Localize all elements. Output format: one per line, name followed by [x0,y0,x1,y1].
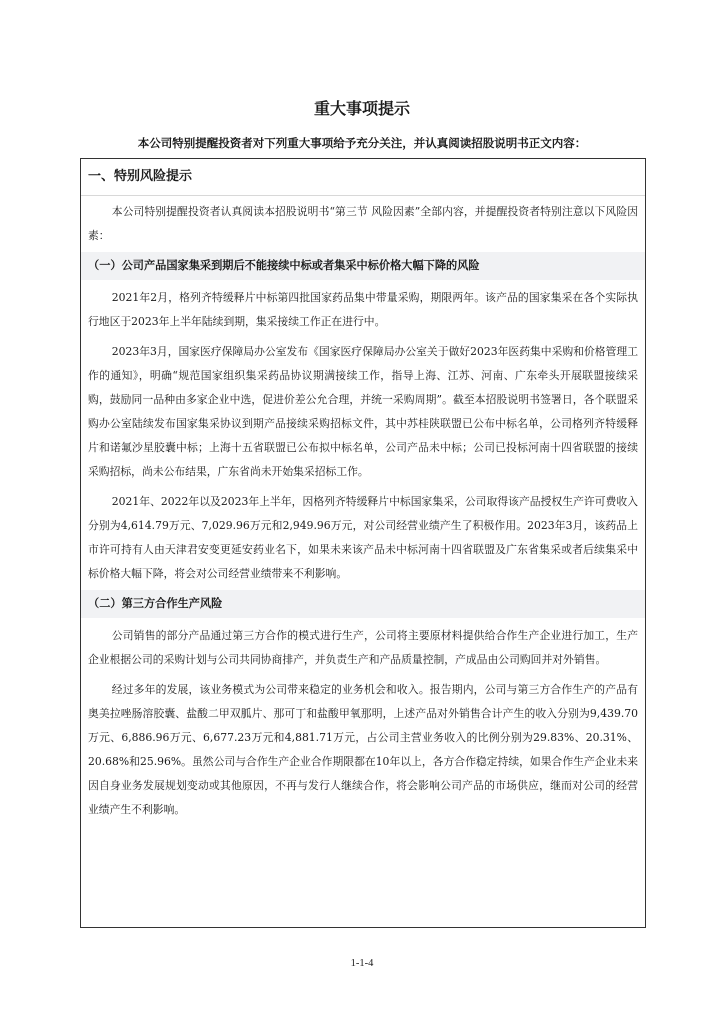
page-title: 重大事项提示 [313,99,410,118]
subsection-1-paragraph-3: 2021年、2022年以及2023年上半年，因格列齐特缓释片中标国家集采，公司取得该产品授权生产许可费收入分别为4,614.79万元、7,029.96万元和2,949.96万元，对公司经营业绩产生了积极作用。2023年3月，该药品上市许可持有人由天津君安变更延安药业名下，如果未来该产品未中标河南十四省联盟及广东省集采或者后续集采中标价格大幅下降，将会对公司经营业绩带来不利影响。 [88,495,638,580]
section-content [81,196,645,822]
risk-section-box [80,158,646,928]
subsection-2-paragraph-1: 公司销售的部分产品通过第三方合作的模式进行生产，公司将主要原材料提供给合作生产企业进行加工，生产企业根据公司的采购计划与公司共同协商排产，并负责生产和产品质量控制，产成品由公司购回并对外销售。 [88,629,638,666]
subsection-1-title: （一）公司产品国家集采到期后不能接续中标或者集采中标价格大幅下降的风险 [81,252,645,280]
subsection-1-paragraph-2: 2023年3月，国家医疗保障局办公室发布《国家医疗保障局办公室关于做好2023年医药集中采购和价格管理工作的通知》，明确“规范国家组织集采药品协议期满接续工作，指导上海、江苏、河南、广东牵头开展联盟接续采购，鼓励同一品种由多家企业中选，促进价差公允合理，并统一采购周期”。截至本招股说明书签署日，各个联盟采购办公室陆续发布国家集采协议到期产品接续采购招标文件，其中苏桂陕联盟已公布中标名单，公司格列齐特缓释片和诺氟沙星胶囊中标；上海十五省联盟已公布拟中标名单，公司产品未中标；公司已投标河南十四省联盟的接续采购招标，尚未公布结果，广东省尚未开始集采招标工作。 [88,345,638,478]
section-title: 一、特别风险提示 [81,159,645,196]
subsection-2-title: （二）第三方合作生产风险 [81,590,645,618]
subsection-1-paragraph-1: 2021年2月，格列齐特缓释片中标第四批国家药品集中带量采购，期限两年。该产品的国家集采在各个实际执行地区于2023年上半年陆续到期，集采接续工作正在进行中。 [88,291,638,328]
section-lead-paragraph: 本公司特别提醒投资者认真阅读本招股说明书“第三节 风险因素”全部内容，并提醒投资者特别注意以下风险因素： [88,205,638,242]
page-number: 1-1-4 [350,958,374,969]
subsection-2-paragraph-2: 经过多年的发展，该业务模式为公司带来稳定的业务机会和收入。报告期内，公司与第三方合作生产的产品有奥美拉唑肠溶胶囊、盐酸二甲双胍片、那可丁和盐酸甲氧那明，上述产品对外销售合计产生的收入分别为9,439.70万元、6,886.96万元、6,677.23万元和4,881.71万元，占公司主营业务收入的比例分别为29.83%、20.31%、20.68%和25.96%。虽然公司与合作生产企业合作期限都在10年以上，各方合作稳定持续，如果合作生产企业未来因自身业务发展规划变动或其他原因，不再与发行人继续合作，将会影响公司产品的市场供应，继而对公司的经营业绩产生不利影响。 [88,683,638,816]
intro-notice: 本公司特别提醒投资者对下列重大事项给予充分关注，并认真阅读招股说明书正文内容： [137,136,587,150]
